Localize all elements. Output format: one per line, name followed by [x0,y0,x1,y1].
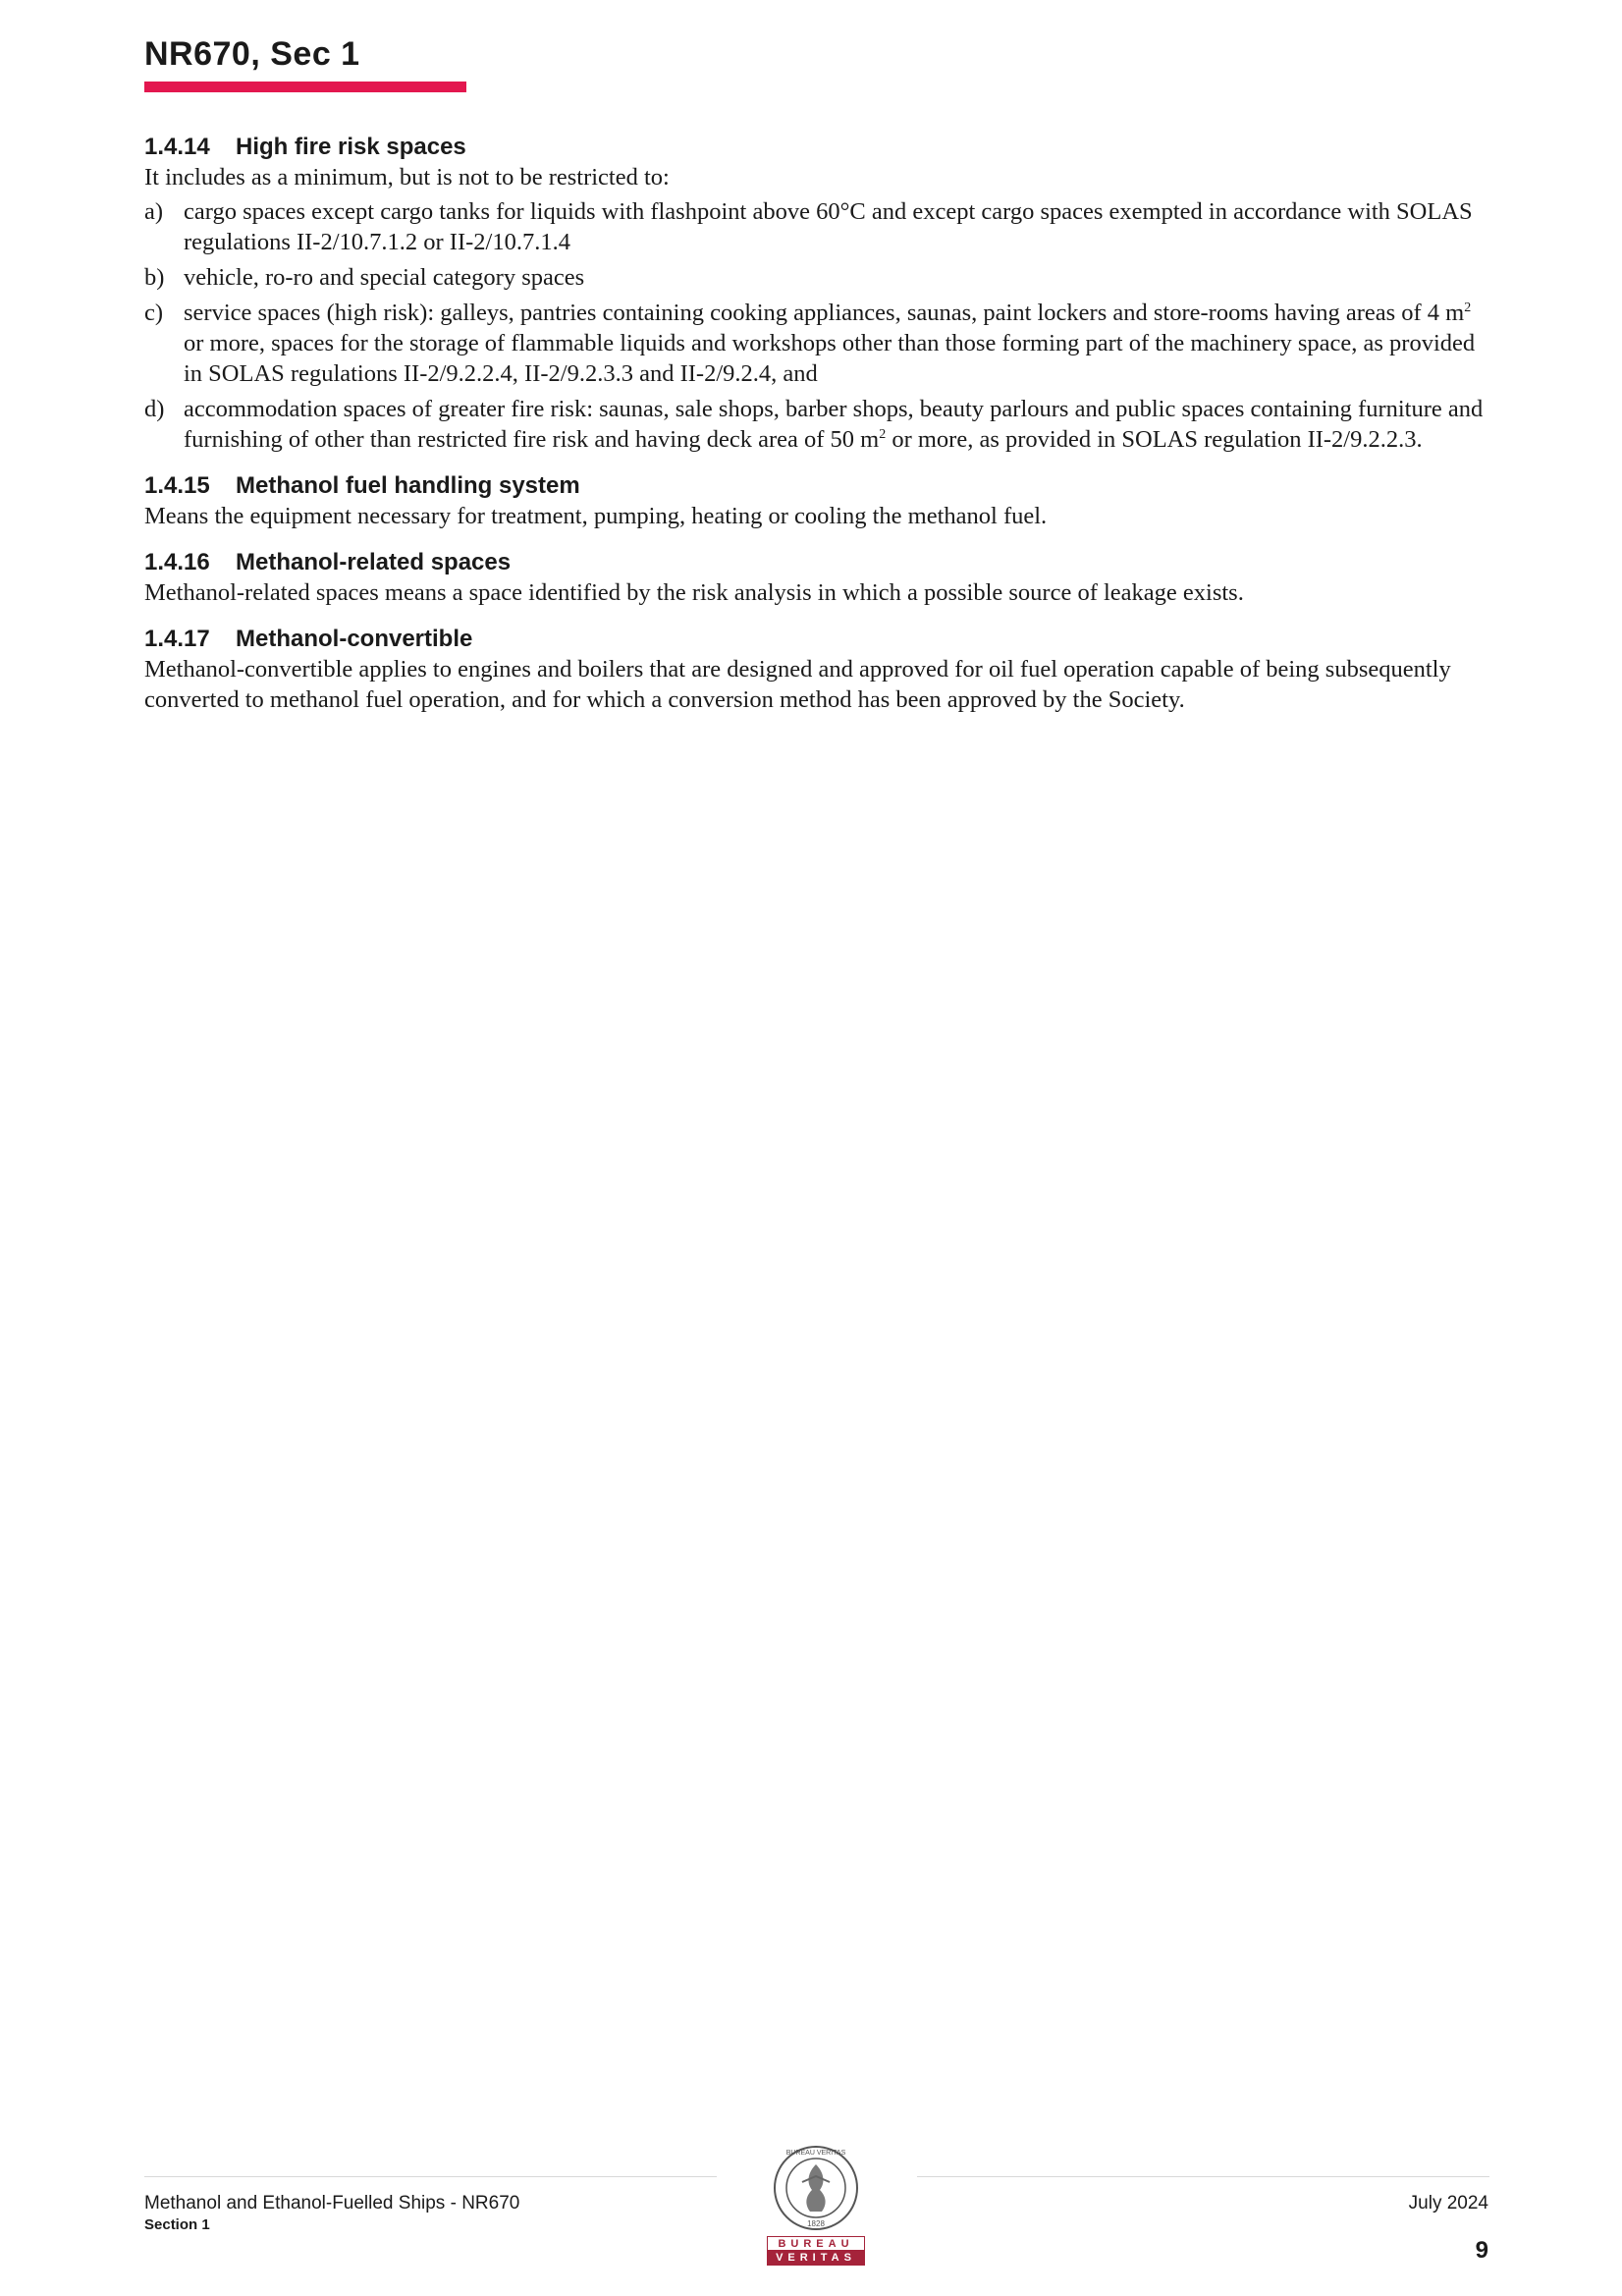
article-title: Methanol-convertible [236,626,473,652]
list-item [144,196,1489,257]
article-intro: It includes as a minimum, but is not to be restricted to: [144,164,670,191]
superscript: 2 [1464,300,1472,315]
bureau-veritas-logo [767,2143,865,2265]
article-title: Methanol-related spaces [236,549,512,575]
footer-rule-left [144,2176,717,2177]
page-content [144,132,1489,731]
superscript: 2 [879,426,887,442]
article-title: High fire risk spaces [236,134,466,160]
header-accent-bar [144,82,466,92]
page-number: 9 [1475,2237,1488,2264]
list-letter: b) [144,264,165,291]
article-number: 1.4.17 [144,626,210,652]
footer-left [144,2192,519,2235]
logo-word-veritas: VERITAS [767,2251,865,2266]
list-text-part: or more, spaces for the storage of flammable liquids and workshops other than those forming part of the machinery space, as provided in SOLAS regulations II-2/9.2.2.4, II-2/9.2.3.3 and II-2/9.2.4, and [184,330,1476,387]
article-heading [144,470,1489,501]
article-heading [144,547,1489,577]
article-heading [144,624,1489,654]
list-text-part: service spaces (high risk): galleys, pantries containing cooking appliances, saunas, paint lockers and store-rooms having areas of 4 m [184,300,1465,326]
article-1-4-17 [144,624,1489,715]
logo-seal-icon [767,2143,865,2236]
list-text [184,394,1489,455]
list-item [144,298,1489,389]
footer-document-title: Methanol and Ethanol-Fuelled Ships - NR670 [144,2193,520,2214]
article-heading [144,132,1489,162]
list-text-part: accommodation spaces of greater fire risk: saunas, sale shops, barber shops, beauty parlours and public spaces containing furniture and furnishing of other than restricted fire risk and having deck area of 50 m [184,396,1484,453]
article-body: Means the equipment necessary for treatment, pumping, heating or cooling the methanol fuel. [144,503,1048,529]
article-body: Methanol-related spaces means a space identified by the risk analysis in which a possible source of leakage exists. [144,579,1244,606]
article-title: Methanol fuel handling system [236,472,580,499]
requirement-list [144,196,1489,455]
article-number: 1.4.16 [144,549,210,575]
list-text: cargo spaces except cargo tanks for liquids with flashpoint above 60°C and except cargo spaces exempted in accordance with SOLAS regulations II-2/10.7.1.2 or II-2/10.7.1.4 [184,198,1473,255]
logo-word-bureau: BUREAU [767,2236,865,2251]
list-letter: d) [144,396,165,422]
article-1-4-15 [144,470,1489,531]
footer-rule-right [917,2176,1489,2177]
article-1-4-14 [144,132,1489,455]
logo-ring-text: BUREAU VERITAS [785,2150,846,2157]
article-body: Methanol-convertible applies to engines and boilers that are designed and approved for oil fuel operation capable of being subsequently converted to methanol fuel operation, and for which a conversion method has been approved by the Society. [144,656,1451,713]
list-item [144,262,1489,293]
article-1-4-16 [144,547,1489,608]
list-text: vehicle, ro-ro and special category spaces [184,264,585,291]
article-number: 1.4.14 [144,134,210,160]
list-letter: a) [144,198,164,225]
list-text [184,298,1489,389]
running-header-title: NR670, Sec 1 [144,35,360,73]
list-text-part: or more, as provided in SOLAS regulation II-2/9.2.2.3. [886,426,1423,453]
footer-section: Section 1 [144,2216,210,2233]
list-item [144,394,1489,455]
logo-year: 1828 [807,2219,825,2228]
list-letter: c) [144,300,164,326]
article-number: 1.4.15 [144,472,210,499]
footer-date: July 2024 [1408,2193,1488,2214]
